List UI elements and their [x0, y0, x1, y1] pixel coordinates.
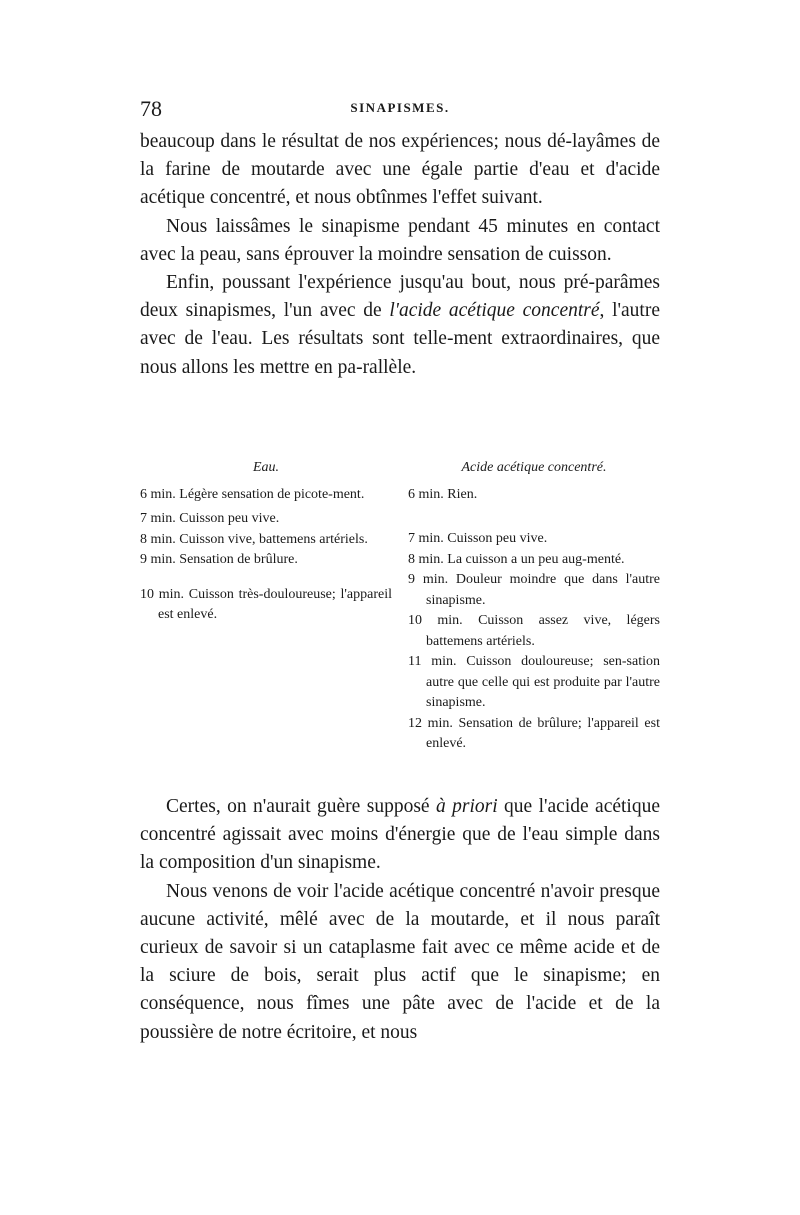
- paragraph-continuation: beaucoup dans le résultat de nos expériences; nous dé-layâmes de la farine de moutarde avec une égale partie d'eau et d'acide acétique concentré, et nous obtînmes l'effet suivant.: [140, 131, 660, 209]
- text-block-top: [140, 128, 660, 382]
- enfin-text-after: , l'autre avec de l'eau. Les résultats sont telle-ment extraordinaires, que nous allons les mettre en pa-rallèle.: [140, 300, 661, 378]
- certes-text-before: Certes, on n'aurait guère supposé: [166, 796, 436, 817]
- enfin-text-before: Enfin, poussant l'expérience jusqu'au bout, nous pré-parâmes deux sinapismes, l'un avec de: [140, 272, 660, 322]
- column-eau: [140, 458, 392, 626]
- paragraph-enfin: [140, 269, 660, 382]
- column-heading-acide: Acide acétique concentré.: [461, 460, 607, 475]
- acide-entry: 7 min. Cuisson peu vive.: [408, 531, 548, 546]
- eau-entry: 6 min. Légère sensation de picote-ment.: [140, 486, 365, 502]
- acide-entry: 8 min. La cuisson a un peu aug-menté.: [408, 551, 625, 567]
- eau-entry: 7 min. Cuisson peu vive.: [140, 511, 280, 526]
- eau-entry: 10 min. Cuisson très-douloureuse; l'appareil est enlevé.: [140, 586, 392, 622]
- acide-entry: 10 min. Cuisson assez vive, légers battemens artériels.: [408, 613, 660, 649]
- acide-entry: 11 min. Cuisson douloureuse; sen-sation autre que celle qui est produite par l'autre sinapisme.: [408, 654, 660, 710]
- column-acide: [408, 458, 660, 755]
- acide-entry: 6 min. Rien.: [408, 486, 478, 502]
- column-heading-eau: Eau.: [252, 460, 280, 475]
- certes-text-after: que l'acide acétique concentré agissait avec moins d'énergie que de l'eau simple dans la composition d'un sinapisme.: [140, 796, 661, 874]
- page-number: 78: [140, 96, 162, 121]
- eau-entry: 8 min. Cuisson vive, battemens artériels.: [140, 531, 368, 547]
- acide-entry: 12 min. Sensation de brûlure; l'appareil est enlevé.: [408, 715, 660, 751]
- paragraph-certes: [140, 793, 660, 878]
- enfin-text-italic: l'acide acétique concentré: [389, 300, 600, 322]
- page-header: [140, 96, 660, 126]
- paragraph-nous-venons: Nous venons de voir l'acide acétique concentré n'avoir presque aucune activité, mêlé avec de la moutarde, et il nous paraît curieux de savoir si un cataplasme fait avec ce même acide et de la sciure de bois, serait plus actif que le sinapisme; en conséquence, nous fîmes une pâte avec de l'acide et de la poussière de notre écritoire, et nous: [140, 880, 660, 1043]
- acide-entry: 9 min. Douleur moindre que dans l'autre sinapisme.: [408, 572, 660, 608]
- certes-text-italic: à priori: [435, 796, 498, 817]
- paragraph-sinapisme-45: Nous laissâmes le sinapisme pendant 45 minutes en contact avec la peau, sans éprouver la moindre sensation de cuisson.: [140, 215, 660, 265]
- text-block-bottom: [140, 793, 660, 1047]
- eau-entry: 9 min. Sensation de brûlure.: [140, 552, 298, 567]
- running-head: SINAPISMES.: [350, 100, 450, 115]
